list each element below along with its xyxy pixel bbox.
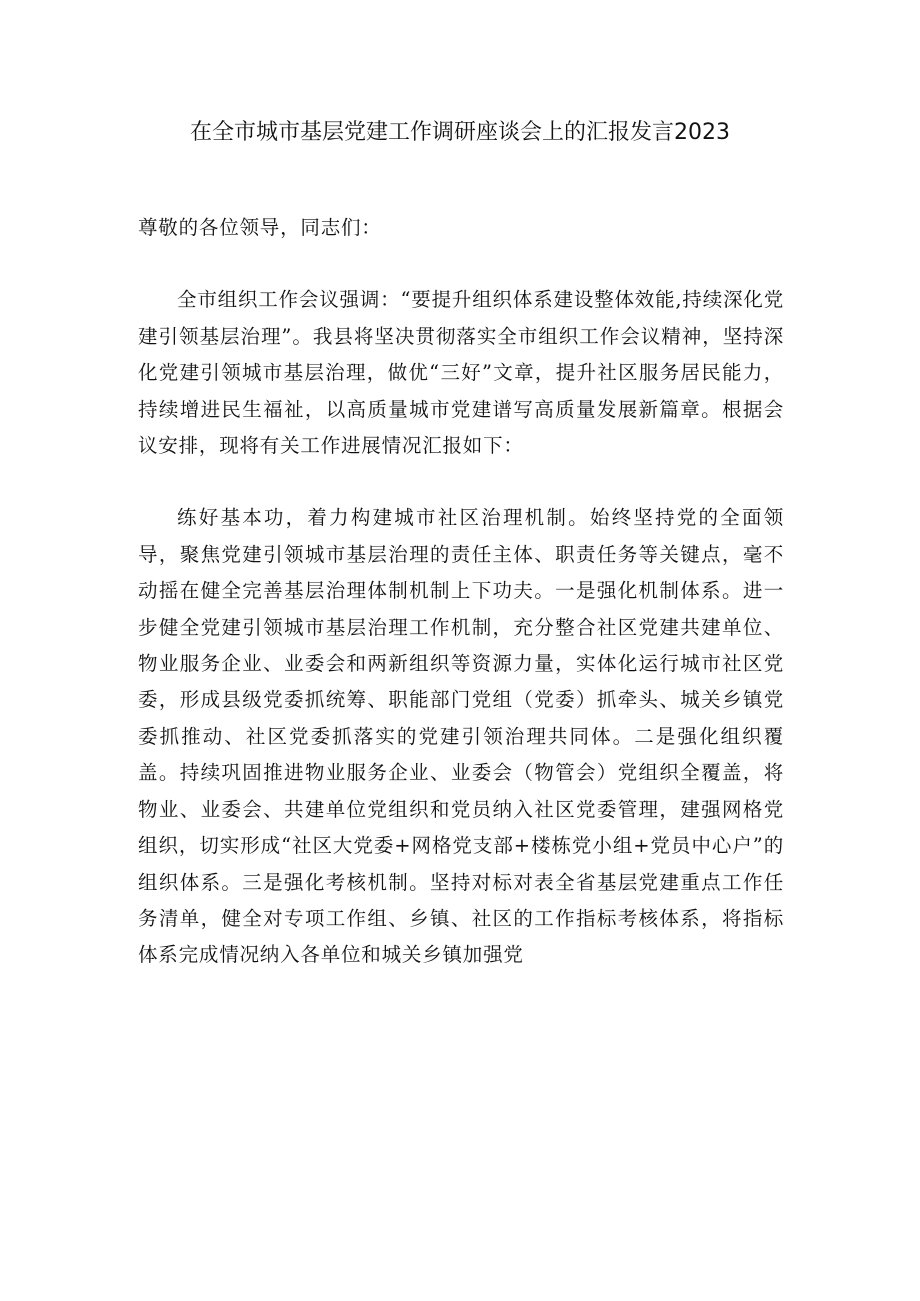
paragraph-mechanism: 练好基本功，着力构建城市社区治理机制。始终坚持党的全面领导，聚焦党建引领城市基层治理的责任主体、职责任务等关键点，毫不动摇在健全完善基层治理体制机制上下功夫。一是强化机制体系。进一步健全党建引领城市基层治理工作机制，充分整合社区党建共建单位、物业服务企业、业委会和两新组织等资源力量，实体化运行城市社区党委，形成县级党委抓统筹、职能部门党组（党委）抓牵头、城关乡镇党委抓推动、社区党委抓落实的党建引领治理共同体。二是强化组织覆盖。持续巩固推进物业服务企业、业委会（物管会）党组织全覆盖，将物业、业委会、共建单位党组织和党员纳入社区党委管理，建强网格党组织，切实形成“社区大党委+网格党支部+楼栋党小组+党员中心户”的组织体系。三是强化考核机制。坚持对标对表全省基层党建重点工作任务清单，健全对专项工作组、乡镇、社区的工作指标考核体系，将指标体系完成情况纳入各单位和城关乡镇加强党: [138, 506, 784, 967]
salutation: 尊敬的各位领导，同志们：: [138, 216, 382, 239]
document-title: 在全市城市基层党建工作调研座谈会上的汇报发言2023: [190, 120, 730, 145]
document-body: [138, 210, 784, 974]
paragraph-intro: 全市组织工作会议强调：“要提升组织体系建设整体效能,持续深化党建引领基层治理”。我县将坚决贯彻落实全市组织工作会议精神，坚持深化党建引领城市基层治理，做优“三好”文章，提升社区服务居民能力，持续增进民生福祉，以高质量城市党建谱写高质量发展新篇章。根据会议安排，现将有关工作进展情况汇报如下：: [138, 288, 784, 458]
